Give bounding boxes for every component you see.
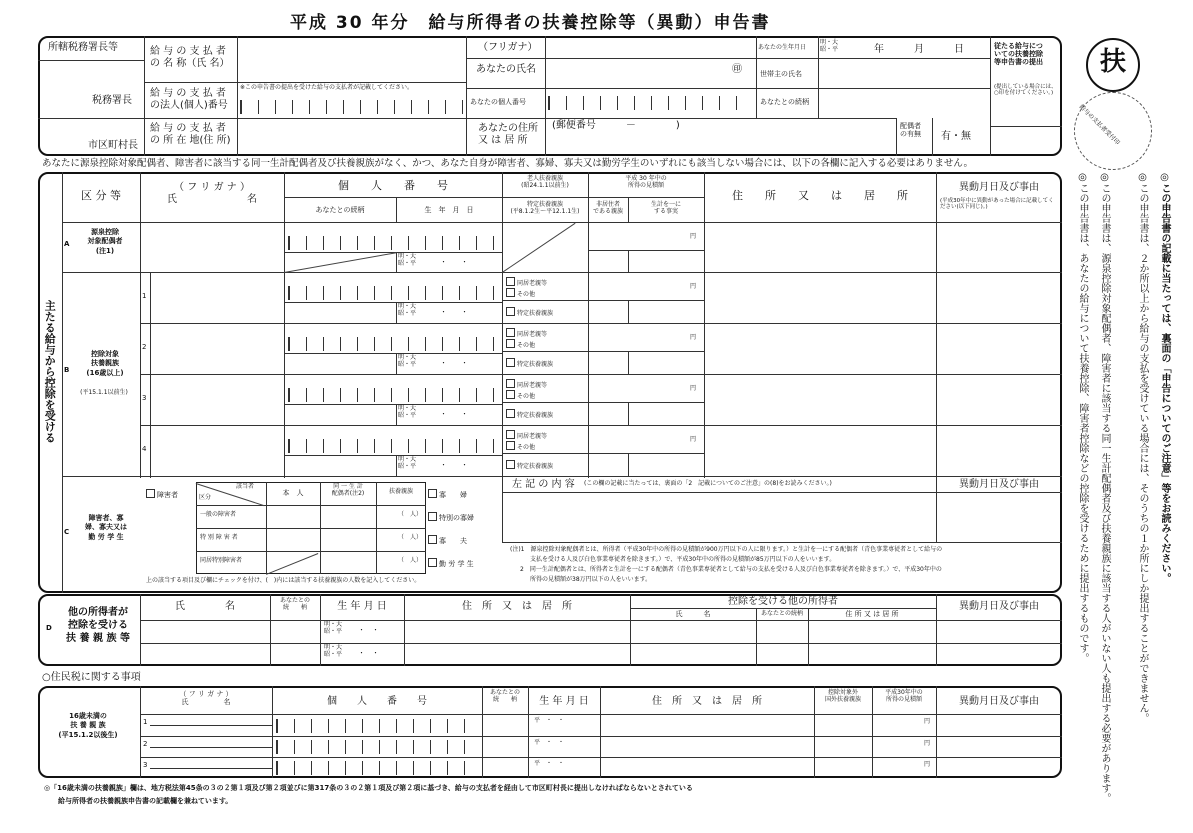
row-a-letter: A xyxy=(64,240,70,248)
furigana-label: （フリガナ） xyxy=(478,42,538,53)
d-col-birth: 生 年 月 日 xyxy=(337,601,387,612)
c-special: 特 別 障 害 者 xyxy=(200,534,238,541)
widow-check[interactable]: 寡 婦 xyxy=(428,489,467,499)
r-row1-yen: 円 xyxy=(924,718,931,725)
col-number: 個 人 番 号 xyxy=(338,179,448,192)
birth-date-field[interactable]: 年 月 日 xyxy=(874,44,964,55)
row-b2-opt-other[interactable]: その他 xyxy=(506,339,535,350)
r-row2-number-boxes[interactable] xyxy=(276,740,479,754)
c-count-1[interactable]: （ 人） xyxy=(398,511,423,518)
c-self: 本 人 xyxy=(282,489,304,497)
row-b-note: (平15.1.1以前生) xyxy=(80,389,128,396)
row-b1-opt-same[interactable]: 同居老親等 xyxy=(506,277,547,288)
birth-label: あなたの生年月日 xyxy=(758,44,807,51)
row-c-label: 障害者、寡 婦、寡夫又は 勤 労 学 生 xyxy=(85,514,127,541)
row-b1-opt-other[interactable]: その他 xyxy=(506,288,535,299)
c-count-3[interactable]: （ 人） xyxy=(398,557,423,564)
c-note: 上の該当する項目及び欄にチェックを付け、( )内には該当する扶養親族の人数を記入してください。 xyxy=(146,577,421,584)
row-b4-num: 4 xyxy=(142,445,147,453)
r-col-name: （ フ リ ガ ナ ） 氏 名 xyxy=(179,690,233,707)
row-b4-opt-special[interactable]: 特定扶養親族 xyxy=(506,460,553,471)
payer-address-label: 給 与 の 支 払 者 の 所 在 地(住 所) xyxy=(150,123,231,146)
row-b4-era: 明・大 昭・平 xyxy=(398,456,417,470)
d-row2-era: 明・大 昭・平 xyxy=(324,644,343,658)
subordinate-check-field[interactable] xyxy=(990,126,1062,156)
your-number-boxes[interactable] xyxy=(548,96,753,110)
fu-stamp-char: 扶 xyxy=(1099,47,1126,77)
note-2b: 所得の見積額が38万円以下の人をいいます。 xyxy=(530,576,652,583)
row-b3-era: 明・大 昭・平 xyxy=(398,405,417,419)
row-a-label: 源泉控除 対象配偶者 (注1) xyxy=(87,228,123,255)
row-c-letter: C xyxy=(64,528,70,536)
r-col-relation: あなたとの 続 柄 xyxy=(489,689,520,703)
left-content-note: (この欄の記載に当たっては、裏面の「2 記載についてのご注意」の(8)をお読みください。) xyxy=(584,480,832,487)
c-dependent: 扶養親族 xyxy=(388,488,413,495)
notice-text: あなたに源泉控除対象配偶者、障害者に該当する同一生計配偶者及び扶養親族がなく、かつ、あなた自身が障害者、寡婦、寡夫又は勤労学生のいずれにも該当しない場合には、以下の各欄に記入する必要はありません。 xyxy=(42,158,974,169)
note-1: (注)1 源泉控除対象配偶者とは、所得者（平成30年中の所得の見積額が900万円以下の人に限ります。）と生計を一にする配偶者（青色事業専従者として給与の xyxy=(510,546,943,553)
householder-field[interactable] xyxy=(818,58,990,88)
right-note-1: ◎この申告書は、あなたの給与について扶養控除、障害者控除などの控除を受けるために提出するものです。 xyxy=(1077,172,1088,663)
c-change-label: 異動月日及び事由 xyxy=(959,479,1039,490)
tax-office-label: 税務署長 xyxy=(92,95,132,106)
your-address-label: あなたの住所 又 は 居 所 xyxy=(478,123,538,146)
col-relation: あなたとの続柄 xyxy=(315,206,365,214)
r-row1-number-boxes[interactable] xyxy=(276,719,479,733)
row-a-number-boxes[interactable] xyxy=(288,236,499,250)
c-general: 一般の障害者 xyxy=(200,511,237,518)
row-b4-yen: 円 xyxy=(690,436,697,443)
row-b1-yen: 円 xyxy=(690,283,697,290)
row-b4-opt-same[interactable]: 同居老親等 xyxy=(506,430,547,441)
spouse-label: 配偶者 の有無 xyxy=(900,122,921,139)
right-note-4: ◎この申告書の記載に当たっては、裏面の「申告についてのご注意」等をお読みください。 xyxy=(1159,172,1170,583)
right-note-2: ◎この申告書は、源泉控除対象配偶者、障害者に該当する同一生計配偶者及び扶養親族に該当する人がいない人も提出する必要があります。 xyxy=(1099,172,1110,803)
r-col-birth: 生 年 月 日 xyxy=(539,696,589,707)
c-applicable: 該当者 xyxy=(236,483,255,490)
r-row3-era: 平 ・ ・ xyxy=(534,760,565,767)
d-col-change: 異動月日及び事由 xyxy=(959,601,1039,612)
row-b4-opt-other[interactable]: その他 xyxy=(506,441,535,452)
r-row2-era: 平 ・ ・ xyxy=(534,739,565,746)
row-b1-opt-special[interactable]: 特定扶養親族 xyxy=(506,307,553,318)
householder-label: 世帯主の氏名 xyxy=(760,70,802,78)
row-b2-opt-same[interactable]: 同居老親等 xyxy=(506,328,547,339)
city-mayor-label: 市区町村長 xyxy=(88,140,138,151)
student-check[interactable]: 勤 労 学 生 xyxy=(428,558,474,568)
receipt-stamp-area xyxy=(1074,92,1152,170)
widower-check[interactable]: 寡 夫 xyxy=(428,535,467,545)
col-name: （ フ リ ガ ナ ） 氏 名 xyxy=(167,182,257,205)
footer-line-1: ◎「16歳未満の扶養親族」欄は、地方税法第45条の３の２第１項及び第２項並びに第317条の３の２第１項及び第２項に基づき、給与の支払者を経由して市区町村長に提出しなければならないとされている xyxy=(44,784,693,792)
page-title: 平成 30 年分 給与所得者の扶養控除等（異動）申告書 xyxy=(290,13,771,33)
receipt-stamp-label: 給与の支払者受付印 xyxy=(1077,103,1121,147)
your-name-field[interactable] xyxy=(545,36,756,88)
c-same-special: 同居特別障害者 xyxy=(200,557,243,564)
section-d-label: 他の所得者が 控除を受ける 扶 養 親 族 等 xyxy=(66,607,130,644)
payer-number-boxes[interactable] xyxy=(240,100,463,114)
postal-code-field[interactable]: (郵便番号 － ) xyxy=(552,120,680,131)
col-special: 特定扶養親族 (平8.1.2生～平12.1.1生) xyxy=(510,201,580,215)
row-b3-opt-same[interactable]: 同居老親等 xyxy=(506,379,547,390)
d-col-other-rel: あなたとの続柄 xyxy=(760,610,803,617)
col-change-note: (平成30年中に異動があった場合に記載してください(以下同じ)。) xyxy=(940,198,1054,211)
r-col-income: 平成30年中の 所得の見積額 xyxy=(885,689,923,703)
row-b3-number-boxes[interactable] xyxy=(288,388,499,402)
d-col-other-name: 氏 名 xyxy=(675,610,711,618)
row-b1-num: 1 xyxy=(142,292,147,300)
d-row1-era: 明・大 昭・平 xyxy=(324,621,343,635)
spouse-selector[interactable]: 有・無 xyxy=(941,131,971,142)
d-row2-name[interactable] xyxy=(140,643,270,666)
col-income: 平成 30 年中の 所得の見積額 xyxy=(625,175,667,189)
section-d-letter: D xyxy=(46,624,52,632)
row-b3-opt-special[interactable]: 特定扶養親族 xyxy=(506,409,553,420)
c-count-2[interactable]: （ 人） xyxy=(398,534,423,541)
row-b2-num: 2 xyxy=(142,343,147,351)
your-name-label: あなたの氏名 xyxy=(476,64,536,75)
row-a-change-field[interactable] xyxy=(936,222,1062,272)
r-col-change: 異動月日及び事由 xyxy=(959,696,1039,707)
row-b1-number-boxes[interactable] xyxy=(288,286,499,300)
row-b1-era: 明・大 昭・平 xyxy=(398,303,417,317)
r-row2-yen: 円 xyxy=(924,740,931,747)
note-2: 2 同一生計配偶者とは、所得者と生計を一にする配偶者（青色事業専従者として給与の支払を受ける人及び白色事業専従者を除きます。）で、平成30年中の xyxy=(520,566,942,573)
relation-label: あなたとの続柄 xyxy=(760,98,809,106)
payer-name-label: 給 与 の 支 払 者 の 名 称（氏 名） xyxy=(150,46,230,69)
col-nonres: 非居住者 である親族 xyxy=(592,201,623,215)
row-b-label: 控除対象 扶養親族 (16歳以上) xyxy=(86,350,124,377)
r-col-abroad: 控除対象外 国外扶養親族 xyxy=(824,689,861,703)
r-col-address: 住 所 又 は 居 所 xyxy=(652,696,762,707)
subordinate-note: (提出している場合には、○印を付けてください。) xyxy=(994,84,1057,97)
row-a-yen: 円 xyxy=(690,233,697,240)
col-elderly: 老人扶養親族 (昭24.1.1以前生) xyxy=(521,175,569,189)
relation-field[interactable] xyxy=(818,88,990,118)
your-number-label: あなたの個人番号 xyxy=(470,98,526,106)
row-b2-opt-special[interactable]: 特定扶養親族 xyxy=(506,358,553,369)
row-b2-era: 明・大 昭・平 xyxy=(398,354,417,368)
d-col-name: 氏 名 xyxy=(175,601,235,612)
row-a-name-field[interactable] xyxy=(140,222,284,272)
col-sameliving: 生計を一に する事実 xyxy=(650,201,681,215)
resident-header: ○住民税に関する事項 xyxy=(42,672,141,683)
row-b3-num: 3 xyxy=(142,394,147,402)
r-row3-yen: 円 xyxy=(924,761,931,768)
r-row2-num: 2 xyxy=(143,740,148,748)
payer-name-field[interactable] xyxy=(237,36,466,82)
r-row3-num: 3 xyxy=(143,761,148,769)
left-content-label: 左 記 の 内 容 xyxy=(512,479,575,490)
birth-era: 明・大 昭・平 xyxy=(820,39,839,53)
office-label: 所轄税務署長等 xyxy=(48,42,118,53)
disabled-check[interactable]: 障害者 xyxy=(146,489,178,499)
left-content-field[interactable] xyxy=(502,492,936,542)
row-b4-number-boxes[interactable] xyxy=(288,439,499,453)
d-col-address: 住 所 又 は 居 所 xyxy=(462,601,572,612)
r-col-number: 個 人 番 号 xyxy=(327,696,427,707)
note-1b: 支払を受ける人及び白色事業専従者を除きます。）で、平成30年中の所得の見積額が85万円以下の人をいいます。 xyxy=(530,556,836,563)
r-row1-num: 1 xyxy=(143,718,148,726)
resident-label: 16歳未満の 扶 養 親 族 (平15.1.2以後生) xyxy=(58,712,118,739)
col-kubun: 区 分 等 xyxy=(81,189,121,202)
c-spouse: 同 一 生 計 配偶者(注2) xyxy=(331,483,365,497)
row-b3-yen: 円 xyxy=(690,385,697,392)
payer-number-note: ※この申告書の提出を受けた給与の支払者が記載してください。 xyxy=(240,84,414,91)
d-col-other-addr: 住 所 又 は 居 所 xyxy=(845,610,899,618)
row-b2-number-boxes[interactable] xyxy=(288,337,499,351)
main-side-label: 主たる給与から控除を受ける xyxy=(43,300,57,443)
row-b3-opt-other[interactable]: その他 xyxy=(506,390,535,401)
col-birth: 生 年 月 日 xyxy=(424,206,474,214)
c-change-field[interactable] xyxy=(936,492,1062,542)
right-note-3: ◎この申告書は、２か所以上から給与の支払を受けている場合には、そのうちの１か所にしか提出することができません。 xyxy=(1137,172,1148,723)
payer-address-field[interactable] xyxy=(237,118,466,156)
c-kubun: 区分 xyxy=(199,494,212,501)
d-row1-name[interactable] xyxy=(140,620,270,643)
row-a-address-field[interactable] xyxy=(704,222,936,272)
r-row1-era: 平 ・ ・ xyxy=(534,717,565,724)
special-widow-check[interactable]: 特別の寡婦 xyxy=(428,512,474,522)
col-address: 住 所 又 は 居 所 xyxy=(732,189,908,202)
row-b2-yen: 円 xyxy=(690,334,697,341)
footer-line-2: 給与所得者の扶養親族申告書の記載欄を兼ねています。 xyxy=(58,797,233,805)
d-col-relation: あなたとの 続 柄 xyxy=(279,597,310,611)
payer-number-label: 給 与 の 支 払 者 の法人(個人)番号 xyxy=(150,88,228,111)
col-change: 異動月日及び事由 xyxy=(959,182,1039,193)
row-b-letter: B xyxy=(64,366,70,374)
r-row3-number-boxes[interactable] xyxy=(276,761,479,775)
subordinate-label: 従たる給与につ いての扶養控除 等申告書の提出 xyxy=(994,42,1043,67)
d-col-other: 控除を受ける他の所得者 xyxy=(728,596,838,607)
seal-mark: ㊞ xyxy=(732,64,742,75)
row-a-era: 明・大 昭・平 xyxy=(398,253,417,267)
